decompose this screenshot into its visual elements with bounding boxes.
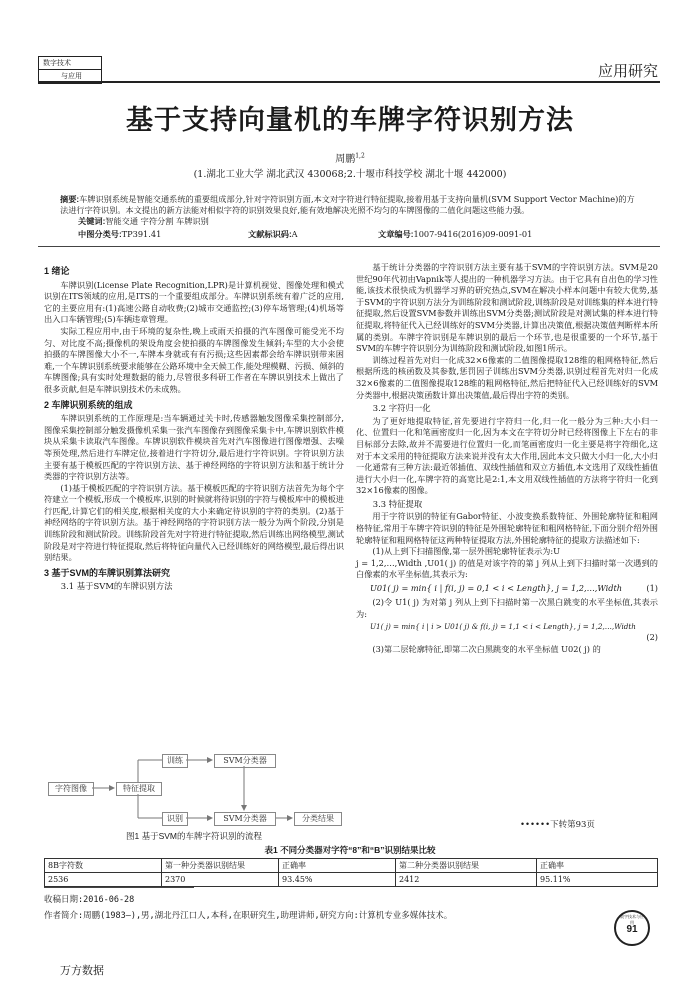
formula-1-number: (1) — [646, 583, 658, 594]
paragraph: 用于字符识别的特征有Gabor特征、小波变换系数特征、外围轮廓特征和粗网格特征,常用于车牌字符识别的特征是外围轮廓特征和粗网格特征,下面分别介绍外围轮廓特征和粗网格特征这两种特征提取方法,外围轮廓特征的提取方法描述如下: — [356, 511, 658, 545]
paragraph: (1)从上到下扫描图像,第一层外围轮廓特征表示为:U — [372, 546, 561, 557]
table-cell: 93.45% — [279, 873, 396, 887]
table-header-cell: 第二种分类器识别结果 — [396, 859, 537, 873]
author-name: 周鹏 — [335, 154, 356, 165]
table-caption: 表1 不同分类器对字符“8”和“B”识别结果比较 — [264, 845, 436, 855]
keywords-label: 关键词: — [78, 217, 106, 226]
logo-line2: 与应用 — [61, 72, 82, 80]
section-heading: 2 车牌识别系统的组成 — [44, 399, 133, 410]
clc-label: 中图分类号: — [78, 230, 122, 239]
formula-1 — [356, 581, 658, 597]
keywords — [78, 216, 209, 227]
paragraph: 实际工程应用中,由于环境的复杂性,晚上或雨天拍摄的汽车图像可能受光不均匀、对比度不高;摄像机的架设角度会使拍摄的车牌图像发生倾斜;车型的大小会使拍摄的车牌图像大小不一,车牌本身就或有有污损;这些因素都会给车牌识别带来困难,一个车牌识别系统要求能够在公路环境中全天候工作,能处理模糊、污损、倾斜的车牌图像;具有实时处理数据的能力,尽管很多科研工作者在车牌识别技术上做出了很多贡献,但是车牌识别技术仍未成熟。 — [44, 325, 344, 394]
article-label: 文章编号: — [378, 230, 414, 239]
paragraph: 基于统计分类器的字符识别方法主要有基于SVM的字符识别方法。SVM是20世纪90年代初由Vapnik等人提出的一种机器学习方法。由于它具有自出色的学习性能,该技术很快成为机器学习界的研究热点,SVM在解决小样本问题中有较大优势,基于SVM的字符识别方法分为训练阶段和测试阶段,训练阶段是对训练集的样本进行特征提取,然后设置SVM参数并训练出SVM分类器;测试阶段是对测试集的样本进行特征提取,将特征代入已经训练好的SVM分类器,计算出决策值,根据决策值判断样本所属的类别。车牌字符识别是车牌识别的最后一个环节,也是很重要的一个环节,基于SVM的车牌字符识别分为训练阶段和测试阶段,如图1所示。 — [356, 262, 658, 354]
paragraph: 训练过程首先对归一化成32×6像素的二值图像提取128维的粗网格特征,然后根据所选的核函数及其参数,惩罚因子训练出SVM分类器,识别过程首先对归一化成32×6像素的二值图像提取128维的粗网格特征,然后把特征代入已经训练好的SVM分类器中,根据决策函数计算出决策值,最后得出字符的类别。 — [356, 354, 658, 400]
formula-2-expr: U1( j) = min{ i | i > U01( j) & f(i, j) = 1,1 < i < Length}, j = 1,2,…,Width — [370, 622, 636, 632]
table-cell: 2370 — [162, 873, 279, 887]
flow-train-box: 训练 — [162, 754, 188, 768]
logo-line1: 数字技术 — [43, 59, 71, 67]
subsection-heading: 3.1 基于SVM的车牌识别方法 — [60, 581, 173, 592]
left-column — [44, 262, 344, 594]
journal-logo — [38, 56, 102, 84]
flow-char-image-box: 字符图像 — [48, 782, 94, 796]
table-header-cell: 8B字符数 — [45, 859, 162, 873]
author — [0, 150, 700, 165]
flow-svm2-box: SVM分类器 — [214, 812, 276, 826]
table-header-cell: 第一种分类器识别结果 — [162, 859, 279, 873]
section-heading: 1 绪论 — [44, 266, 70, 276]
paragraph: j = 1,2,…,Width ,U01( j) 的值是对该字符的第 j 列从上到下扫描时第一次遇到的白像素的水平坐标值,其表示为: — [356, 557, 658, 580]
divider — [38, 246, 660, 247]
doc-code — [248, 229, 298, 240]
page-number-badge — [614, 910, 650, 946]
subsection-heading: 3.2 字符归一化 — [372, 403, 431, 414]
article-number — [378, 229, 532, 240]
received-date: 收稿日期:2016-06-28 — [44, 895, 135, 905]
continued-note: ••••••下转第93页 — [520, 820, 595, 830]
clc-number — [78, 229, 161, 240]
paragraph: 为了更好地提取特征,首先要进行字符归一化,归一化一般分为三种:大小归一化、位置归一化和笔画密度归一化,因为本文在字符切分时已经将图像上下左右的非目标部分去除,故并不需要进行位置归一化,而笔画密度归一化主要是将字符细化,这对于本文采用的特征提取方法来说并没有太大作用,因此本文只做大小归一化,大小归一化通常有三种方法:最近邻插值、双线性插值和双立方插值,本文选用了双线性插值进行大小归一化,车牌字符的高宽比是2:1,本文用双线性插值的方法将字符归一化到32×16像素的图像。 — [356, 415, 658, 496]
formula-2-number: (2) — [646, 632, 658, 643]
paragraph: (2)令 U1( j) 为对第 j 列从上到下扫描时第一次黑白跳变的水平坐标值,其表示为: — [356, 597, 658, 619]
formula-1-expr: U01( j) = min{ i | f(i, j) = 0,1 < i < Length}, j = 1,2,…,Width — [370, 583, 623, 594]
article-value: 1007-9416(2016)09-0091-01 — [413, 229, 533, 239]
author-bio: 作者简介:周鹏(1983—),男,湖北丹江口人,本科,在职研究生,助理讲师,研究方向:计算机专业多媒体技术。 — [44, 911, 453, 921]
badge-ring-text: 数字技术与应用 — [620, 914, 644, 925]
flow-svm-box: SVM分类器 — [214, 754, 276, 768]
abstract — [60, 194, 642, 216]
page-number: 91 — [626, 924, 638, 935]
table-header-row — [45, 859, 658, 873]
flow-recognize-box: 识别 — [162, 812, 188, 826]
clc-value: TP391.41 — [121, 229, 162, 239]
flow-feature-box: 特征提取 — [116, 782, 162, 796]
paragraph: (1)基于模板匹配的字符识别方法。基于模板匹配的字符识别方法首先为每个字符建立一个模板,形成一个模板库,识别的时候就将待识别的字符与模板库中的模板进行匹配,计算它们的相关度,根据相关度的大小来确定待识别的字符的类别。(2)基于神经网络的字符识别方法。基于神经网络的字符识别方法一般分为两个阶段,分别是训练阶段和测试阶段。训练阶段首先对字符进行特征提取,然后训练出网络模型,测试阶段是对字符进行特征提取,然后将特征向量代入已经训练好的网络模型,最后得出识别结果。 — [44, 482, 344, 563]
section-heading: 3 基于SVM的车牌识别算法研究 — [44, 567, 171, 578]
subsection-heading: 3.3 特征提取 — [372, 498, 423, 509]
figure-caption: 图1 基于SVM的车牌字符识别的流程 — [125, 831, 262, 841]
table-cell: 2412 — [396, 873, 537, 887]
table-header-cell: 正确率 — [279, 859, 396, 873]
paragraph: 车牌识别(License Plate Recognition,LPR)是计算机视觉、图像处理和模式识别在ITS领域的应用,是ITS的一个重要组成部分。车牌识别系统有着广泛的应用,它的主要应用有:(1)高速公路自动收费;(2)城市交通监控;(3)停车场管理;(4)机场等出入口车辆管理;(5)车辆违章管理。 — [44, 279, 344, 325]
page-title: 基于支持向量机的车牌字符识别方法 — [126, 105, 574, 136]
keywords-text: 智能交通 字符分割 车牌识别 — [105, 216, 209, 226]
formula-2 — [356, 620, 658, 644]
doc-label: 文献标识码: — [248, 230, 292, 239]
paragraph: (3)第二层轮廓特征,即第二次白黑跳变的水平坐标值 U02( j) 的 — [372, 644, 601, 655]
watermark: 万方数据 — [60, 965, 104, 977]
header-rule — [38, 81, 660, 83]
paragraph: 车牌识别系统的工作原理是:当车辆通过关卡时,传感器触发图像采集控制部分,图像采集控制部分触发摄像机采集一张汽车图像存到图像采集卡中,车牌识别软件模块从采集卡读取汽车图像。车牌识别软件模块首先对汽车图像进行图像增强、去噪等预处理,然后进行车牌定位,接着进行字符切分,最后进行字符识别。字符识别方法主要有基于模板匹配的字符识别方法、基于神经网络的字符识别方法和基于统计分类器的字符识别方法等。 — [44, 413, 344, 482]
result-table — [44, 858, 658, 887]
right-column — [356, 262, 658, 656]
table-cell: 2536 — [45, 873, 162, 887]
footnote-rule — [44, 887, 194, 888]
doc-value: A — [291, 229, 298, 239]
section-label: 应用研究 — [597, 63, 658, 80]
affiliation: (1.湖北工业大学 湖北武汉 430068;2.十堰市科技学校 湖北十堰 442000) — [193, 169, 507, 180]
abstract-text: 车牌识别系统是智能交通系统的重要组成部分,针对字符识别方面,本文对字符进行特征提取,接着用基于支持向量机(SVM Support Vector Machine)的方法进行字符识别。本文提出的新方法能对相似字符的识别效果良好,能有效地解决光照不均匀的车牌图像的二值化问题这些能力强。 — [60, 194, 635, 215]
author-sup: 1,2 — [355, 152, 365, 160]
flow-result-box: 分类结果 — [294, 812, 342, 826]
table-header-cell: 正确率 — [537, 859, 658, 873]
table-cell: 95.11% — [537, 873, 658, 887]
abstract-label: 摘要: — [60, 195, 80, 204]
table-row — [45, 873, 658, 887]
